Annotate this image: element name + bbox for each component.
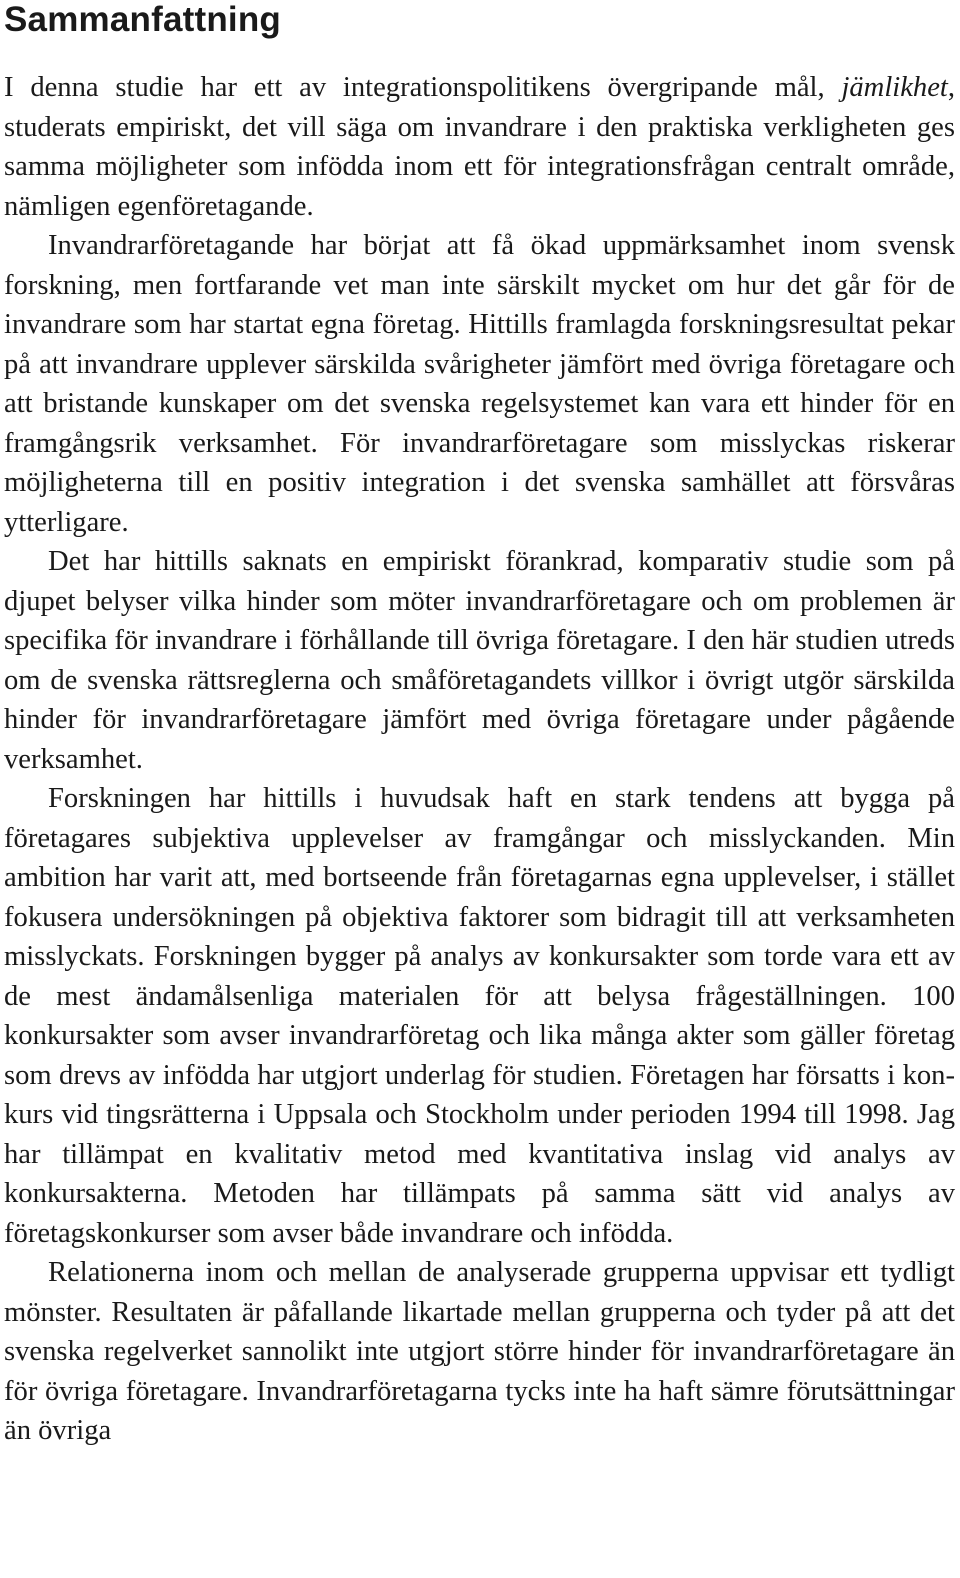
paragraph-4-text: Forskningen har hittills i huvudsak haft en stark tendens att bygga på företagares subjektiva upplevelser av framgångar och misslyckanden. Min ambition har varit att, med bortseende från företagarnas egna upplevelser, i stället fokusera undersökningen på objektiva faktorer som bidragit till att verksamheten misslyckats. Forskningen bygger på analys av konkursakter som torde vara ett av de mest ändamålsenliga materialen för att belysa frågeställningen. 100 konkursakter som avser invandrarföretag och lika många akter som gäller företag som drevs av infödda har utgjort underlag för studien. Företagen har försatts i konkurs vid tingsrätterna i Uppsala och Stockholm under perioden 1994 till 1998. Jag har tillämpat en kvalitativ metod med kvantitativa inslag vid analys av konkursakterna. Metoden har tillämpats på samma sätt vid analys av företagskonkurser som avser både invandrare och infödda. [4, 783, 955, 1249]
paragraph-1-italic-term: jämlikhet [841, 72, 948, 103]
paragraph-5 [4, 1253, 955, 1451]
paragraph-3-text: Det har hittills saknats en empiriskt förankrad, komparativ studie som på djupet belyser vilka hinder som möter invandrarföretagare och om problemen är specifika för invandrare i förhållande till övriga företagare. I den här studien utreds om de svenska rättsreglerna och småföretagandets villkor i övrigt utgör särskilda hinder för invandrarföretagare jämfört med övriga företagare under pågående verksamhet. [4, 546, 955, 775]
paragraph-3 [4, 542, 955, 779]
paragraph-2-text: Invandrarföretagande har börjat att få ökad uppmärksamhet inom svensk forskning, men fortfarande vet man inte särskilt mycket om hur det går för de invandrare som har startat egna företag. Hittills framlagda forskningsresultat pekar på att invandrare upplever särskilda svårigheter jämfört med övriga företagare och att bristande kunskaper om det svenska regelsystemet kan vara ett hinder för en framgångsrik verksamhet. För invandrarföretagare som misslyckas riskerar möjligheterna till en positiv integration i det svenska samhället att försvåras ytterligare. [4, 230, 955, 538]
paragraph-1-text-b: , studerats empiriskt, det vill säga om invandrare i den praktiska verkligheten ges samma möjligheter som infödda inom ett för integrationsfrågan centralt område, nämligen egenföretagande. [4, 72, 955, 222]
paragraph-5-text: Relationerna inom och mellan de analyserade grupperna uppvisar ett tydligt mönster. Resultaten är påfallande likartade mellan grupperna och tyder på att det svenska regelverket sannolikt inte utgjort större hinder för invandrarföretagare än för övriga företagare. Invandrarföretagarna tycks inte ha haft sämre förutsättningar än övriga [4, 1257, 955, 1446]
page-title: Sammanfattning [4, 0, 281, 39]
paragraph-1-text-a: I denna studie har ett av integrationspolitikens övergripande mål, [4, 72, 842, 103]
paragraph-2 [4, 226, 955, 542]
paragraph-4 [4, 779, 955, 1253]
document-body [4, 68, 955, 1451]
document-page [4, 0, 955, 1451]
paragraph-1 [4, 68, 955, 226]
